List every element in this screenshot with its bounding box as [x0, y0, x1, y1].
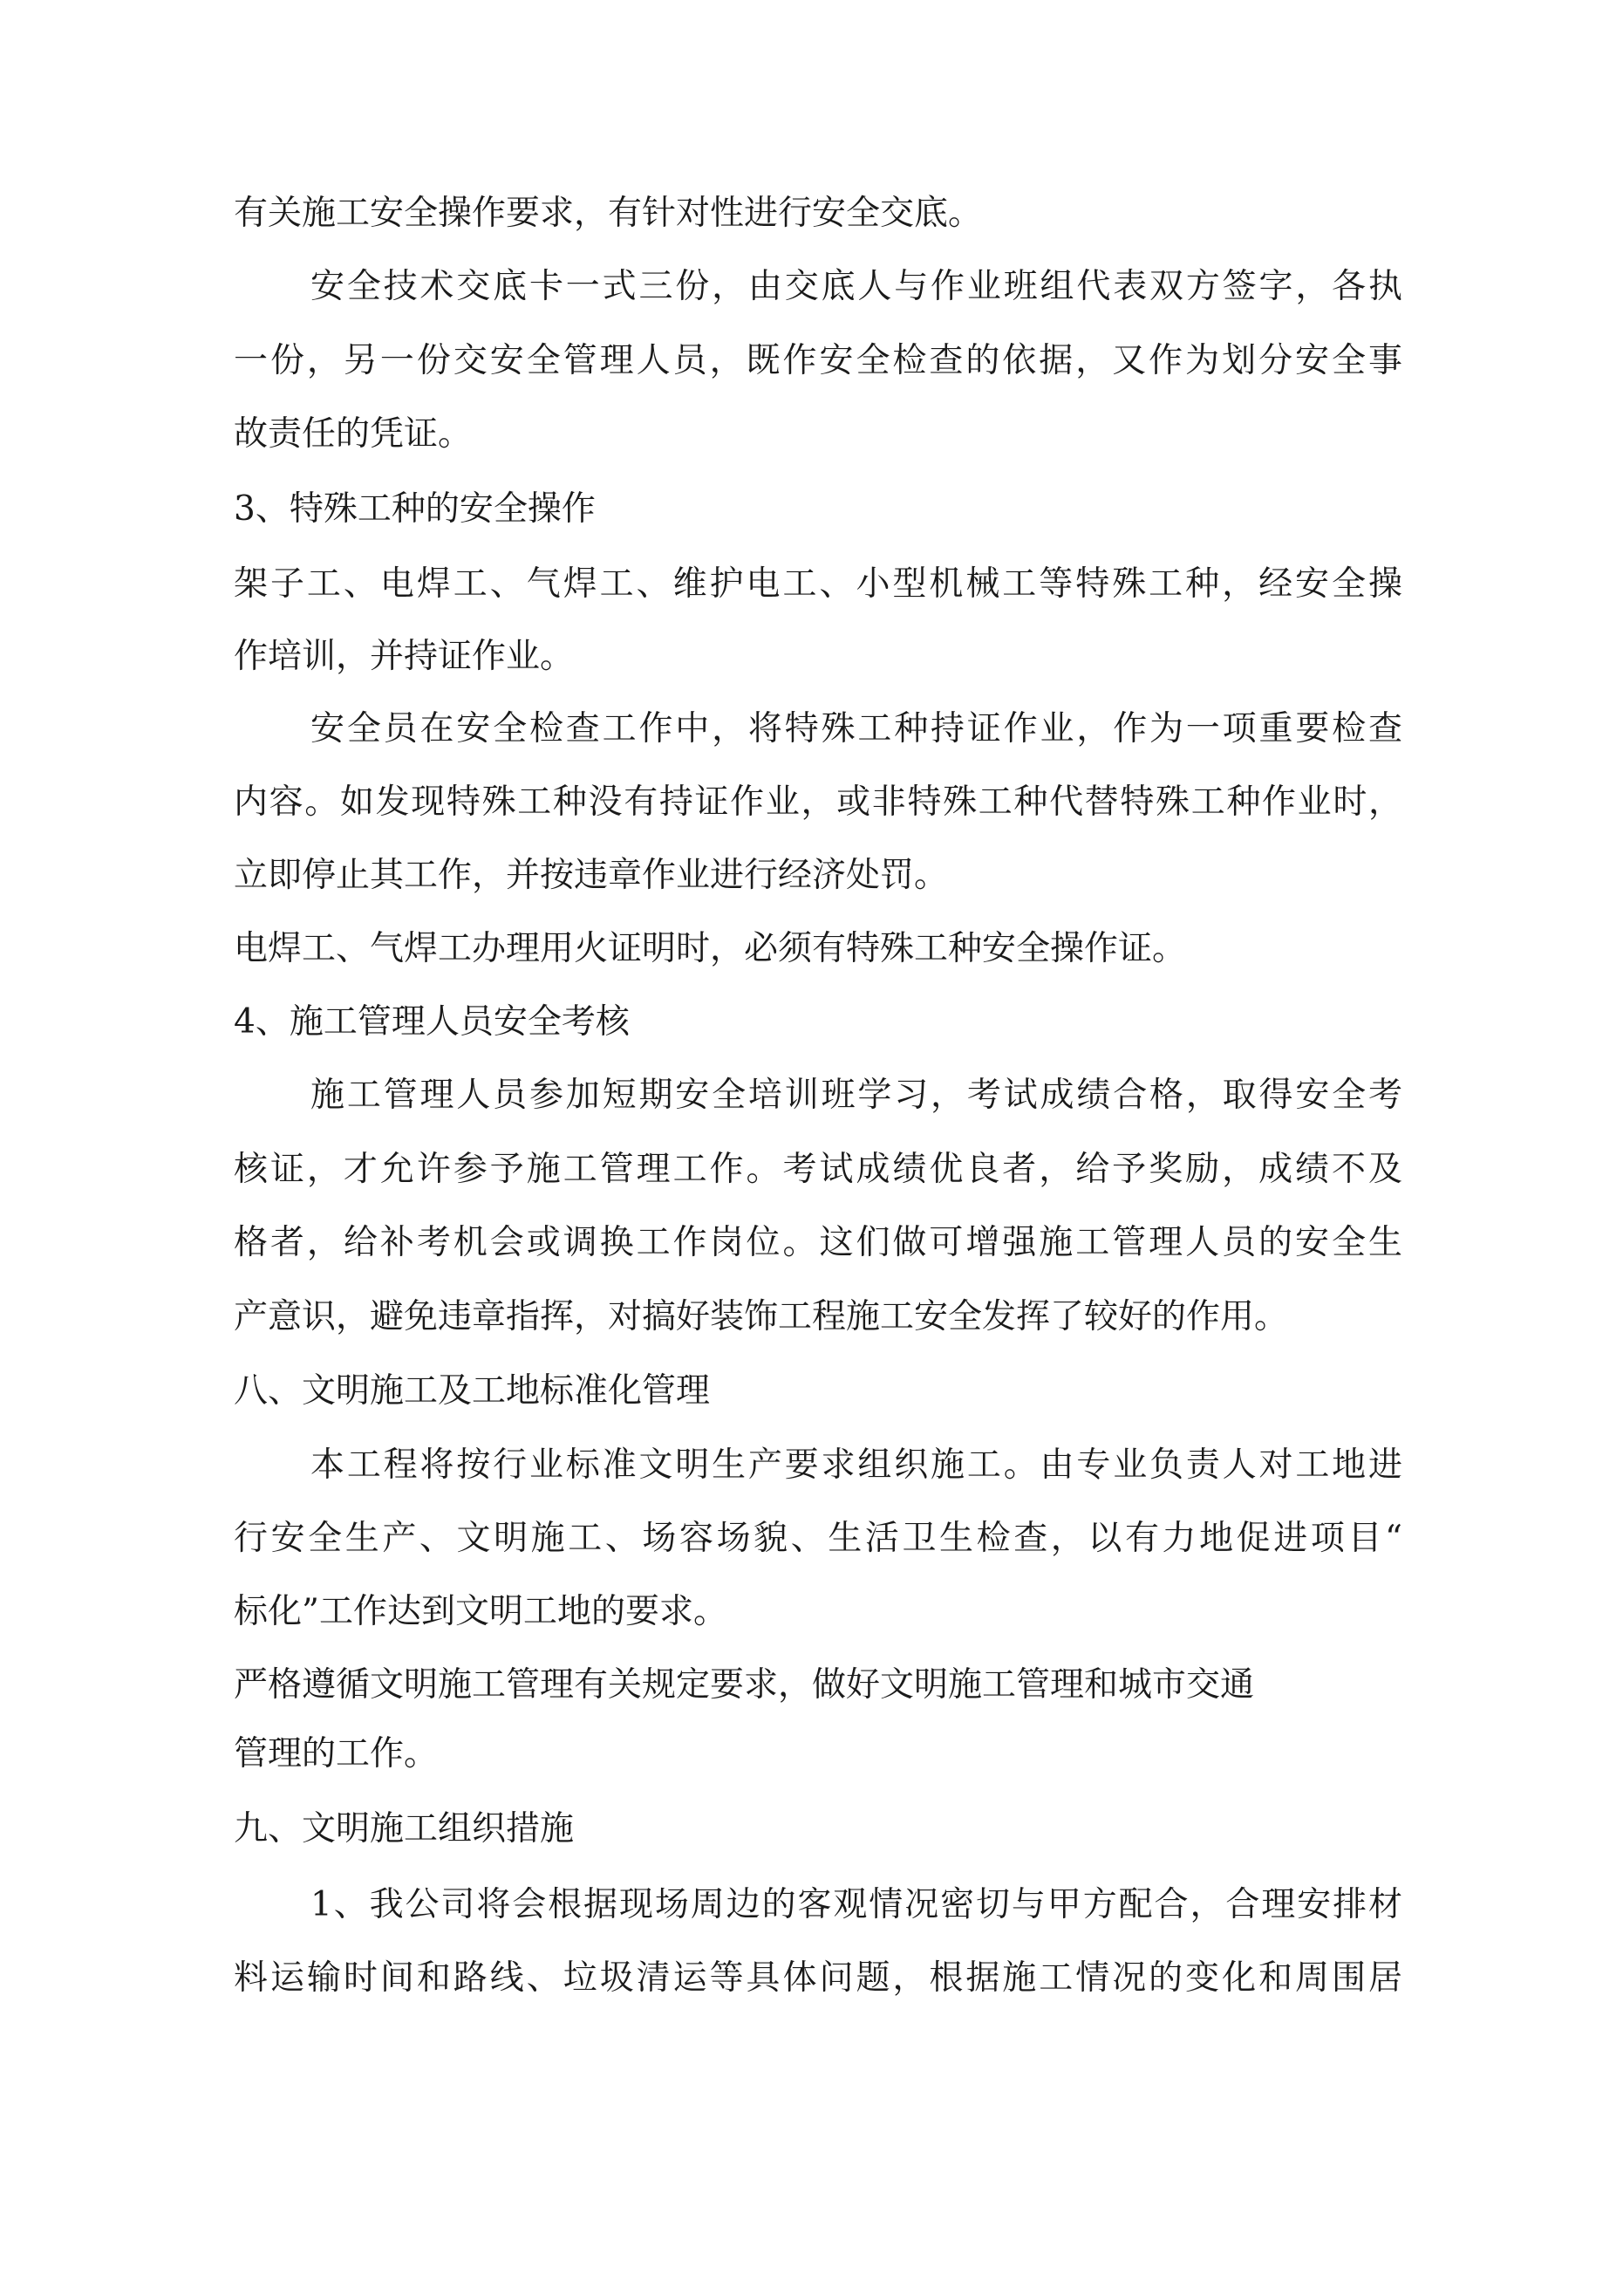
text-line: 核证，才允许参予施工管理工作。考试成绩优良者，给予奖励，成绩不及: [234, 1150, 1402, 1189]
paragraph-start-line: 安全技术交底卡一式三份，由交底人与作业班组代表双方签字，各执: [310, 267, 1402, 306]
text-line: 格者，给补考机会或调换工作岗位。这们做可增强施工管理人员的安全生: [234, 1223, 1402, 1262]
text-line: 料运输时间和路线、垃圾清运等具体问题，根据施工情况的变化和周围居: [234, 1958, 1402, 1998]
text-line: 有关施工安全操作要求，有针对性进行安全交底。: [234, 194, 983, 233]
text-line: 电焊工、气焊工办理用火证明时，必须有特殊工种安全操作证。: [234, 929, 1187, 968]
text-line: 故责任的凭证。: [234, 414, 473, 454]
text-line: 立即停止其工作，并按违章作业进行经济处罚。: [234, 856, 949, 895]
text-line: 标化”工作达到文明工地的要求。: [234, 1592, 727, 1631]
paragraph-start-line: 本工程将按行业标准文明生产要求组织施工。由专业负责人对工地进: [310, 1445, 1402, 1485]
text-line: 行安全生产、文明施工、场容场貌、生活卫生检查，以有力地促进项目“: [234, 1519, 1402, 1558]
text-line: 产意识，避免违章指挥，对搞好装饰工程施工安全发挥了较好的作用。: [234, 1297, 1289, 1336]
text-line: 严格遵循文明施工管理有关规定要求，做好文明施工管理和城市交通: [234, 1665, 1255, 1705]
paragraph-start-line: 1、我公司将会根据现场周边的客观情况密切与甲方配合，合理安排材: [310, 1885, 1402, 1924]
paragraph-start-line: 安全员在安全检查工作中，将特殊工种持证作业，作为一项重要检查: [310, 709, 1402, 748]
paragraph-start-line: 施工管理人员参加短期安全培训班学习，考试成绩合格，取得安全考: [310, 1076, 1402, 1115]
section-heading: 3、特殊工种的安全操作: [234, 489, 596, 529]
text-line: 架子工、电焊工、气焊工、维护电工、小型机械工等特殊工种，经安全操: [234, 564, 1402, 604]
section-heading: 4、施工管理人员安全考核: [234, 1002, 630, 1042]
section-heading: 八、文明施工及工地标准化管理: [234, 1371, 711, 1411]
text-line: 一份，另一份交安全管理人员，既作安全检查的依据，又作为划分安全事: [234, 341, 1402, 380]
text-line: 内容。如发现特殊工种没有持证作业，或非特殊工种代替特殊工种作业时，: [234, 782, 1402, 822]
section-heading: 九、文明施工组织措施: [234, 1809, 575, 1848]
text-line: 作培训，并持证作业。: [234, 637, 575, 676]
text-line: 管理的工作。: [234, 1734, 439, 1773]
